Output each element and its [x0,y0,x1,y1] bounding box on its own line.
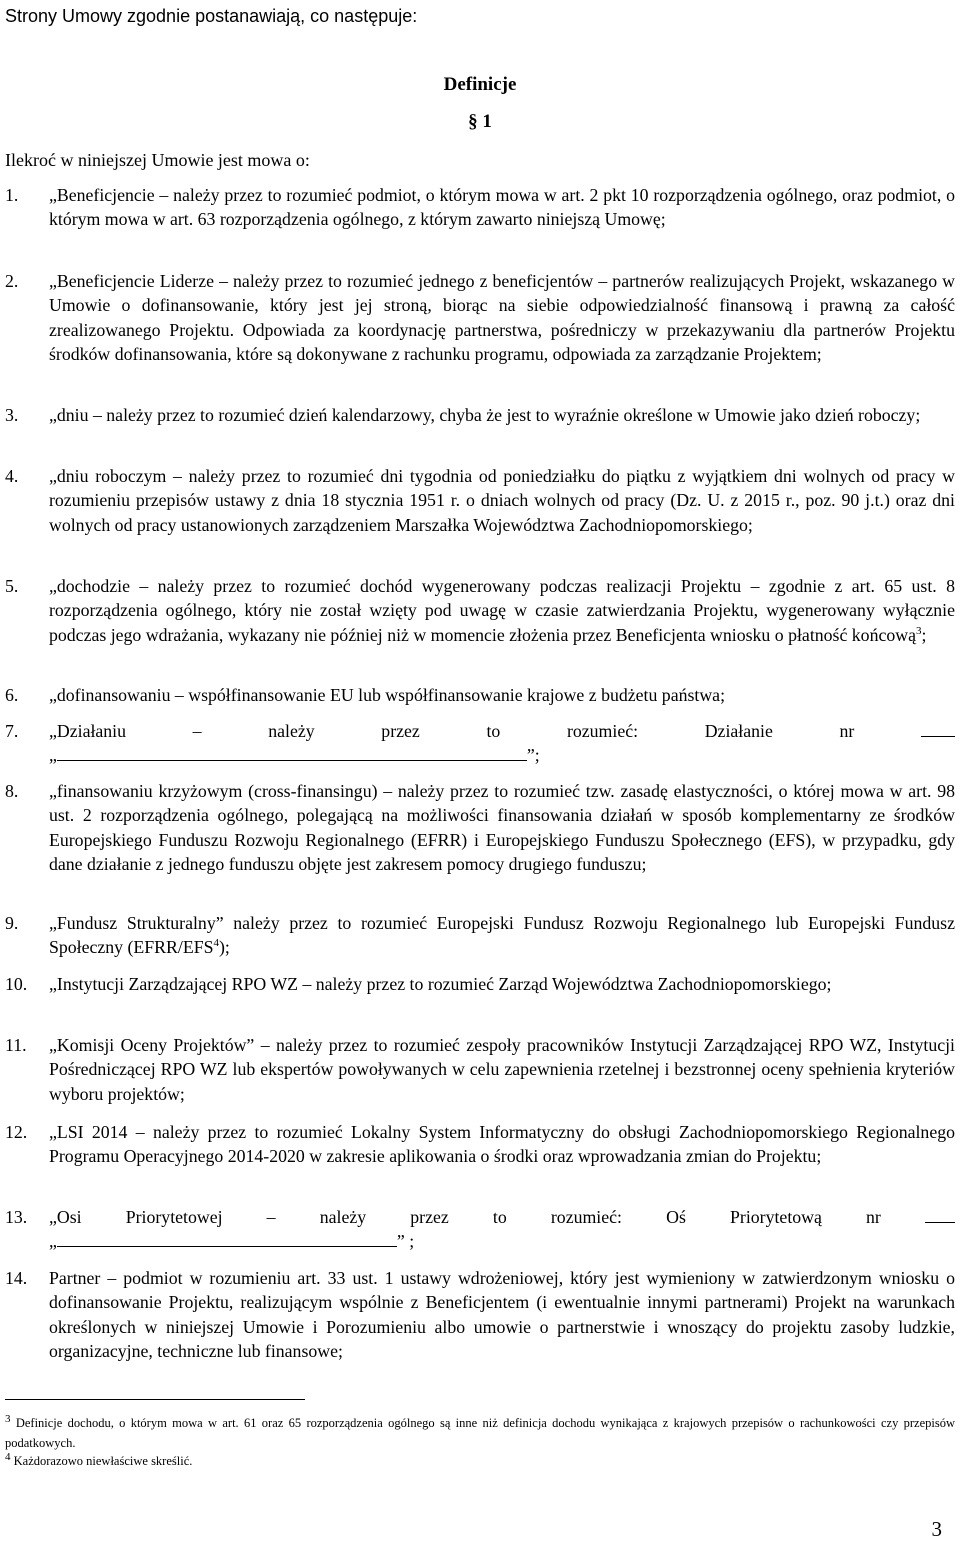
footnote [5,1413,955,1453]
item-number: 11. [5,1035,27,1055]
item-number: 1. [5,185,19,205]
item-text-end: ; [921,624,927,645]
item-number: 5. [5,576,19,596]
item-number: 7. [5,721,19,741]
footnote-number: 3 [5,1412,11,1425]
definition-item [5,269,955,366]
item-text-wrap [49,911,955,960]
footnote-ref: 3 [915,624,922,637]
item-number: 2. [5,271,19,291]
item-number: 10. [5,974,28,994]
definition-item [5,403,955,427]
item-text-wrap [49,719,955,743]
footnote-number: 4 [5,1450,11,1463]
item-text: „Instytucji Zarządzającej RPO WZ – należy przez to rozumieć Zarząd Województwa Zachodniopomorskiego; [49,974,832,994]
fill-blank [57,746,527,761]
quote-close: ”; [526,745,540,766]
item-text: „dniu roboczym – należy przez to rozumieć dni tygodnia od poniedziałku do piątku z wyjątkiem dni wolnych od pracy w rozumieniu przepisów ustawy z dnia 18 stycznia 1951 r. o dniach wolnych od pracy (Dz. U. z 2015 r., poz. 90 j.t.) oraz dni wolnych od pracy ustanowionych zarządzeniem Marszałka Województwa Zachodniopomorskiego; [49,466,955,535]
item-text: „dochodzie – należy przez to rozumieć dochód wygenerowany podczas realizacji Projektu – zgodnie z art. 65 ust. 8 rozporządzenia ogólnego, który nie został wzięty pod uwagę w czasie zatwierdzania Projektu, wygenerowany wyłącznie podczas jego wdrażania, wykazany nie później niż w momencie złożenia przez Beneficjenta wniosku o płatność końcową [49,576,955,645]
item-text: Partner – podmiot w rozumieniu art. 33 ust. 1 ustawy wdrożeniowej, który jest wymieniony w zatwierdzonym wniosku o dofinansowanie Projektu, realizującym wspólnie z Beneficjentem (i ewentualnie innymi partnerami) Projekt na warunkach określonych w niniejszej Umowie i Porozumieniu albo umowie o partnerstwie i wnoszący do projektu zasoby ludzkie, organizacyjne, techniczne lub finansowe; [49,1268,955,1361]
item-text: „Fundusz Strukturalny” należy przez to rozumieć Europejski Fundusz Rozwoju Regionalnego lub Europejski Fundusz Społeczny (EFRR/EFS [49,913,955,958]
footnote [5,1451,955,1471]
fill-blank [57,1232,397,1247]
item-number: 8. [5,781,19,801]
paragraph-number: § 1 [468,111,492,132]
lead-text: Ilekroć w niniejszej Umowie jest mowa o: [5,150,310,170]
item-number: 6. [5,685,19,705]
quote-close: ” ; [396,1231,415,1252]
item-text-end: ); [219,937,230,958]
footnote-divider [5,1399,305,1400]
footnote-text: Każdorazowo niewłaściwe skreślić. [13,1454,193,1468]
item-number: 3. [5,405,19,425]
footnote-text: Definicje dochodu, o którym mowa w art. 61 oraz 65 rozporządzenia ogólnego są inne niż definicja dochodu wynikająca z krajowych przepisów o rachunkowości czy przepisów podatkowych. [5,1416,956,1450]
item-number: 14. [5,1268,28,1288]
intro-text: Strony Umowy zgodnie postanawiają, co następuje: [5,6,418,26]
footnote-ref: 4 [213,937,219,950]
item-text: „finansowaniu krzyżowym (cross-finansingu) – należy przez to rozumieć tzw. zasadę elastyczności, o której mowa w art. 98 ust. 2 rozporządzenia ogólnego, polegającą na możliwości finansowania działań w sposób komplementarny ze środków Europejskiego Funduszu Rozwoju Regionalnego (EFRR) i Europejskiego Funduszu Społecznego (EFS), w przypadku, gdy dane działanie z jednego funduszu objęte jest zakresem pomocy drugiego funduszu; [49,781,955,874]
item-text: „Komisji Oceny Projektów” – należy przez to rozumieć zespoły pracowników Instytucji Zarządzającej RPO WZ, Instytucji Pośredniczącej RPO WZ lub ekspertów powoływanych w celu zapewnienia rzetelnej i bezstronnej oceny spełnienia kryteriów wyboru projektów; [49,1035,955,1104]
item-text: „Działaniu – należy przez to rozumieć: Działanie nr [49,721,855,741]
definition-item [5,1266,955,1363]
item-number: 9. [5,913,19,933]
definition-item [5,779,955,876]
definition-item [5,1120,955,1169]
item-text: „Beneficjencie – należy przez to rozumieć podmiot, o którym mowa w art. 2 pkt 10 rozporządzenia ogólnego, oraz podmiot, o którym mowa w art. 63 rozporządzenia ogólnego, z którym zawarto niniejszą Umowę; [49,185,955,230]
definition-item [5,911,955,960]
item-number: 4. [5,466,19,486]
item-number: 12. [5,1122,28,1142]
definition-item [5,464,955,537]
item-text-wrap [49,574,955,647]
definition-item [5,972,955,996]
quote-open: „ [49,745,57,766]
page-number: 3 [931,1517,942,1541]
fill-blank [921,722,955,737]
item-number: 13. [5,1207,28,1227]
definition-item [5,683,955,707]
item-text: „dofinansowaniu – współfinansowanie EU lub współfinansowanie krajowe z budżetu państwa; [49,685,726,705]
definition-item [5,719,955,768]
fill-blank [925,1208,955,1223]
section-title: Definicje [443,74,517,95]
item-text: „LSI 2014 – należy przez to rozumieć Lokalny System Informatyczny do obsługi Zachodniopomorskiego Regionalnego Programu Operacyjnego 2014-2020 w zakresie aplikowania o środki oraz wprowadzania zmian do Projektu; [49,1122,955,1167]
definition-item [5,183,955,232]
item-continuation [49,743,955,767]
item-text: „dniu – należy przez to rozumieć dzień kalendarzowy, chyba że jest to wyraźnie określone w Umowie jako dzień roboczy; [49,405,921,425]
definition-item [5,574,955,647]
quote-open: „ [49,1231,57,1252]
definition-item [5,1205,955,1254]
item-text: „Osi Priorytetowej – należy przez to rozumieć: Oś Priorytetową nr [49,1207,881,1227]
item-text: „Beneficjencie Liderze – należy przez to rozumieć jednego z beneficjentów – partnerów realizujących Projekt, wskazanego w Umowie o dofinansowanie, który jest jej stroną, biorąc na siebie odpowiedzialność finansową i prawną za całość zrealizowanego Projektu. Odpowiada za koordynację partnerstwa, pośredniczy w przekazywaniu dla partnerów Projektu środków dofinansowania, które są dokonywane z rachunku programu, odpowiada za zarządzanie Projektem; [49,271,955,364]
item-continuation [49,1229,955,1253]
definition-item [5,1033,955,1106]
item-text-wrap [49,1205,955,1229]
